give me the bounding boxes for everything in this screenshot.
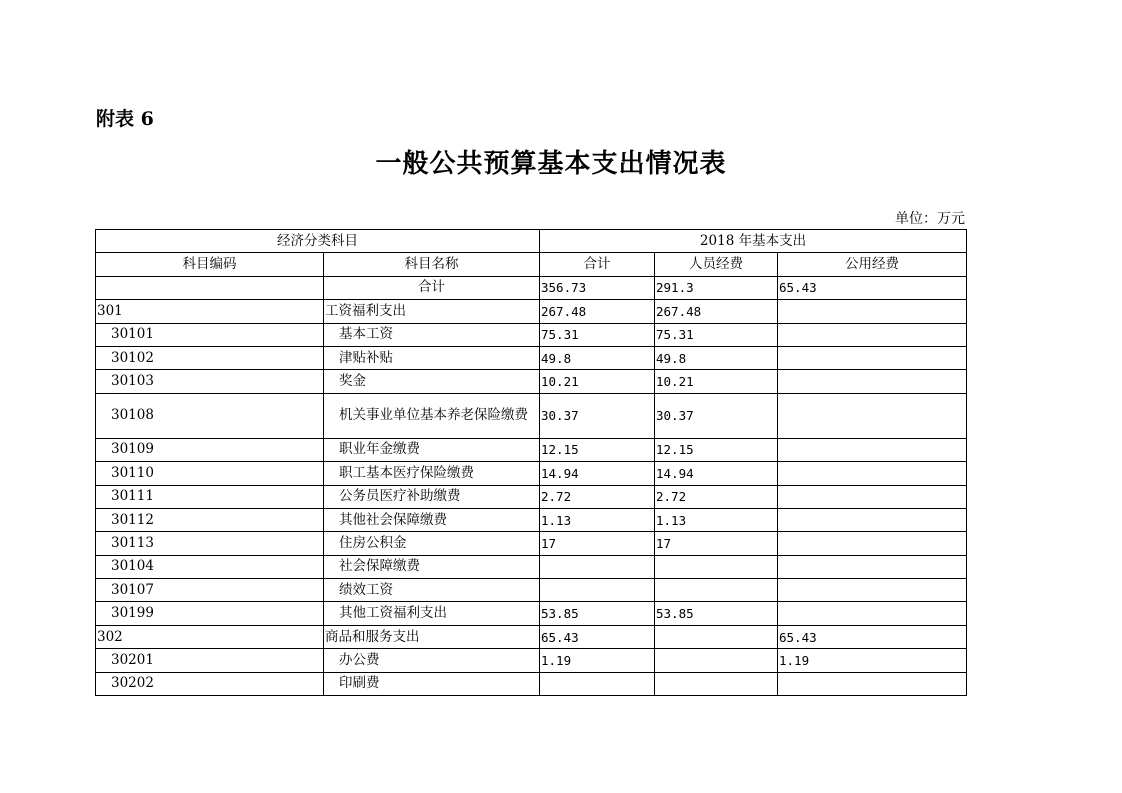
row-public — [778, 485, 967, 508]
row-name: 其他工资福利支出 — [324, 602, 540, 625]
row-public: 1.19 — [778, 649, 967, 672]
table-row — [96, 508, 967, 531]
row-personnel: 2.72 — [655, 485, 778, 508]
economic-category-header: 经济分类科目 — [96, 230, 540, 253]
row-public — [778, 508, 967, 531]
row-public — [778, 370, 967, 393]
table-row — [96, 579, 967, 602]
row-public — [778, 438, 967, 461]
basic-expense-header: 2018 年基本支出 — [540, 230, 967, 253]
row-name: 职业年金缴费 — [324, 438, 540, 461]
total-row-code — [96, 276, 324, 299]
row-personnel: 75.31 — [655, 323, 778, 346]
row-total — [540, 579, 655, 602]
row-public — [778, 393, 967, 438]
row-total — [540, 555, 655, 578]
row-name: 基本工资 — [324, 323, 540, 346]
row-total: 12.15 — [540, 438, 655, 461]
row-code: 30113 — [96, 532, 324, 555]
row-total: 1.19 — [540, 649, 655, 672]
row-public — [778, 555, 967, 578]
row-total: 267.48 — [540, 300, 655, 323]
code-column-header: 科目编码 — [96, 253, 324, 276]
row-code: 302 — [96, 625, 324, 648]
total-row-public: 65.43 — [778, 276, 967, 299]
table-row — [96, 393, 967, 438]
row-personnel: 53.85 — [655, 602, 778, 625]
row-name: 奖金 — [324, 370, 540, 393]
table-row — [96, 462, 967, 485]
row-total: 14.94 — [540, 462, 655, 485]
row-personnel — [655, 672, 778, 695]
row-public — [778, 323, 967, 346]
row-total — [540, 672, 655, 695]
row-code: 30108 — [96, 393, 324, 438]
row-personnel: 30.37 — [655, 393, 778, 438]
table-row — [96, 438, 967, 461]
row-total: 17 — [540, 532, 655, 555]
total-row-total: 356.73 — [540, 276, 655, 299]
row-code: 30109 — [96, 438, 324, 461]
row-personnel — [655, 625, 778, 648]
table-row — [96, 625, 967, 648]
row-total: 49.8 — [540, 346, 655, 369]
row-name: 住房公积金 — [324, 532, 540, 555]
row-public — [778, 532, 967, 555]
table-row — [96, 672, 967, 695]
personnel-column-header: 人员经费 — [655, 253, 778, 276]
row-code: 30112 — [96, 508, 324, 531]
table-row — [96, 300, 967, 323]
budget-table — [95, 229, 967, 696]
page-title: 一般公共预算基本支出情况表 — [375, 149, 727, 179]
name-column-header: 科目名称 — [324, 253, 540, 276]
row-public — [778, 602, 967, 625]
row-personnel: 49.8 — [655, 346, 778, 369]
appendix-label: 附表 6 — [96, 108, 154, 130]
table-row — [96, 370, 967, 393]
table-row — [96, 346, 967, 369]
table-row — [96, 532, 967, 555]
row-personnel — [655, 555, 778, 578]
row-personnel: 14.94 — [655, 462, 778, 485]
row-code: 30104 — [96, 555, 324, 578]
table-row — [96, 323, 967, 346]
total-column-header: 合计 — [540, 253, 655, 276]
row-personnel — [655, 579, 778, 602]
total-row-name: 合计 — [324, 276, 540, 299]
table-row — [96, 602, 967, 625]
row-code: 30199 — [96, 602, 324, 625]
row-name: 其他社会保障缴费 — [324, 508, 540, 531]
row-public — [778, 462, 967, 485]
unit-label: 单位：万元 — [895, 211, 965, 227]
table-row — [96, 649, 967, 672]
table-row — [96, 485, 967, 508]
row-public — [778, 579, 967, 602]
row-public: 65.43 — [778, 625, 967, 648]
row-name: 绩效工资 — [324, 579, 540, 602]
row-total: 10.21 — [540, 370, 655, 393]
row-personnel: 12.15 — [655, 438, 778, 461]
row-code: 30101 — [96, 323, 324, 346]
row-code: 30107 — [96, 579, 324, 602]
row-name: 办公费 — [324, 649, 540, 672]
row-personnel — [655, 649, 778, 672]
row-total: 30.37 — [540, 393, 655, 438]
row-public — [778, 672, 967, 695]
row-code: 30111 — [96, 485, 324, 508]
row-total: 75.31 — [540, 323, 655, 346]
row-code: 30103 — [96, 370, 324, 393]
row-code: 30201 — [96, 649, 324, 672]
table-row — [96, 555, 967, 578]
row-name: 职工基本医疗保险缴费 — [324, 462, 540, 485]
row-code: 30102 — [96, 346, 324, 369]
row-total: 1.13 — [540, 508, 655, 531]
row-total: 65.43 — [540, 625, 655, 648]
public-column-header: 公用经费 — [778, 253, 967, 276]
row-personnel: 1.13 — [655, 508, 778, 531]
total-row — [96, 276, 967, 299]
row-personnel: 17 — [655, 532, 778, 555]
row-name: 机关事业单位基本养老保险缴费 — [324, 393, 540, 438]
row-public — [778, 300, 967, 323]
row-code: 30110 — [96, 462, 324, 485]
group-header-row — [96, 230, 967, 253]
row-name: 公务员医疗补助缴费 — [324, 485, 540, 508]
column-header-row — [96, 253, 967, 276]
table-body — [96, 300, 967, 696]
row-personnel: 267.48 — [655, 300, 778, 323]
row-personnel: 10.21 — [655, 370, 778, 393]
row-code: 30202 — [96, 672, 324, 695]
row-name: 工资福利支出 — [324, 300, 540, 323]
row-name: 印刷费 — [324, 672, 540, 695]
row-public — [778, 346, 967, 369]
row-name: 津贴补贴 — [324, 346, 540, 369]
row-name: 社会保障缴费 — [324, 555, 540, 578]
row-name: 商品和服务支出 — [324, 625, 540, 648]
row-total: 53.85 — [540, 602, 655, 625]
row-total: 2.72 — [540, 485, 655, 508]
total-row-personnel: 291.3 — [655, 276, 778, 299]
row-code: 301 — [96, 300, 324, 323]
